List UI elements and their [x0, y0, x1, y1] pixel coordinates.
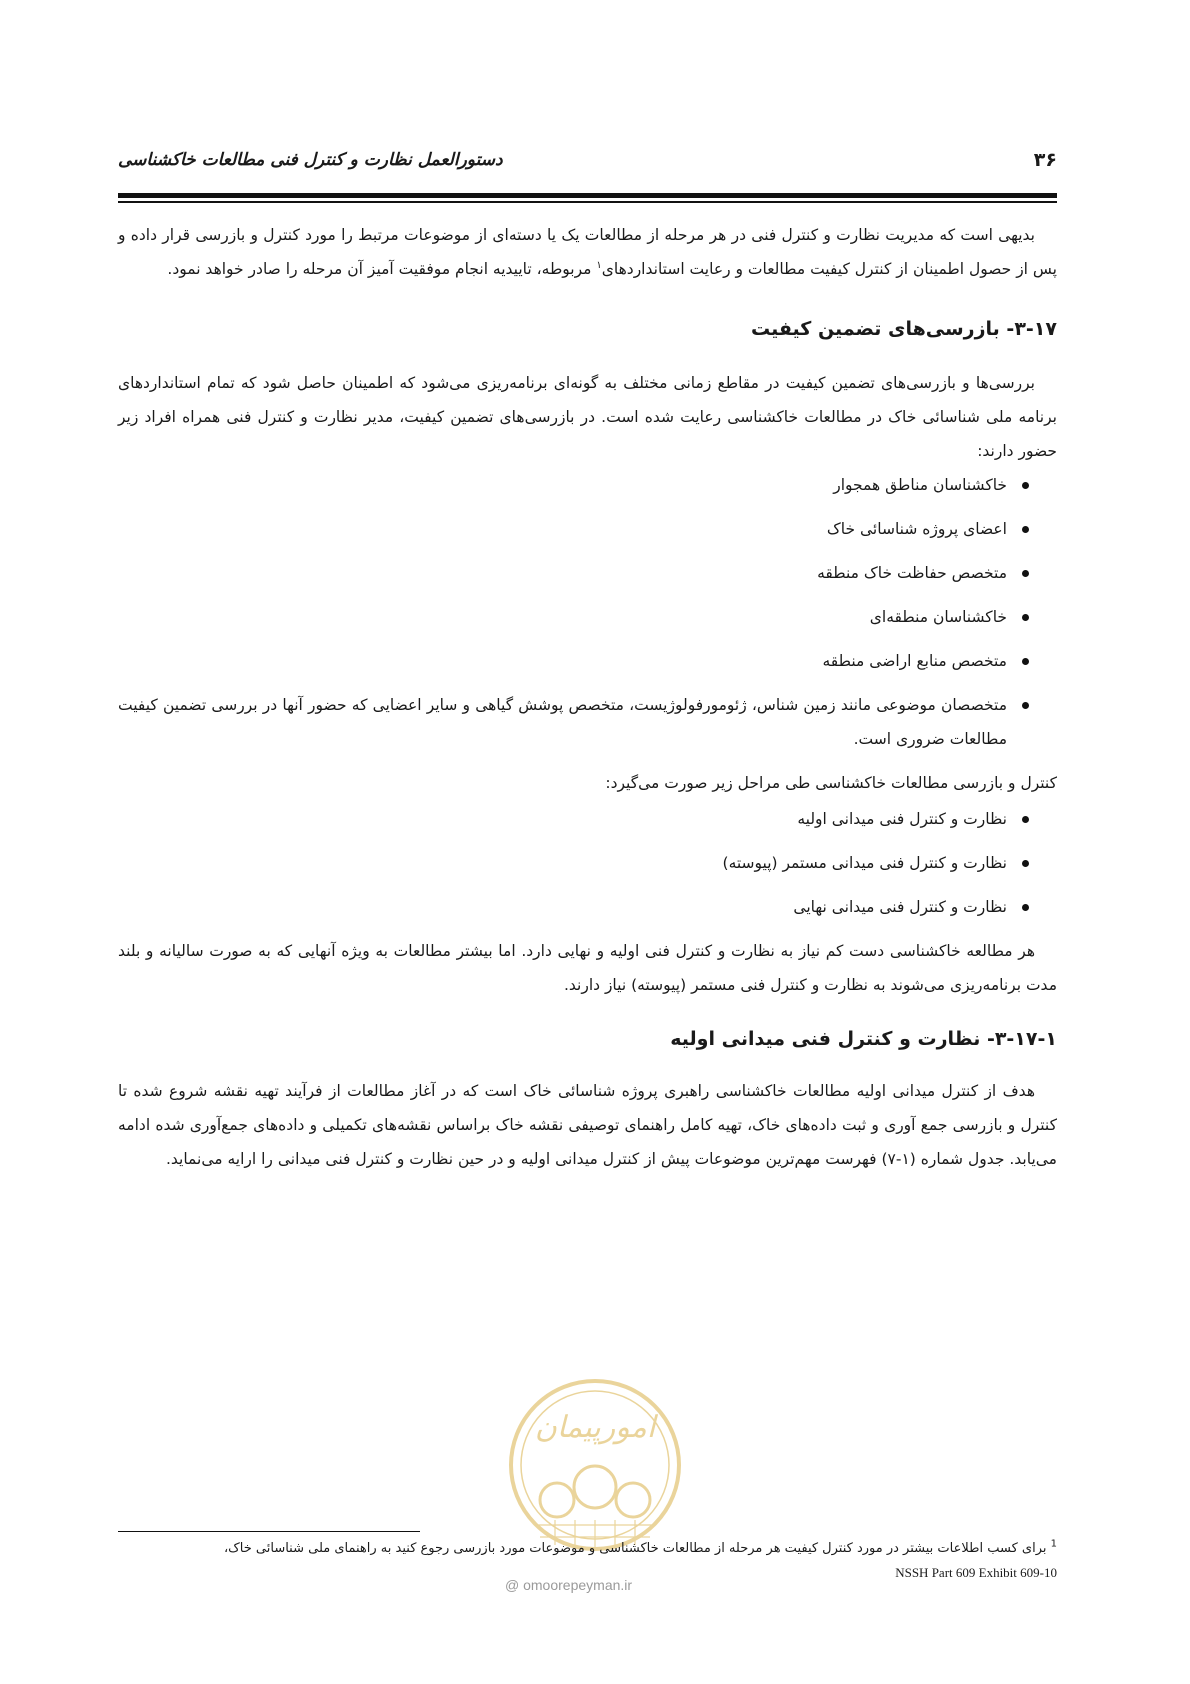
running-title: دستورالعمل نظارت و کنترل فنی مطالعات خاکشناسی — [118, 150, 503, 170]
footnote-reference: NSSH Part 609 Exhibit 609-10 — [895, 1565, 1057, 1580]
watermark-logo-text: امورپیمان — [534, 1410, 656, 1445]
list-item: نظارت و کنترل فنی میدانی مستمر (پیوسته) — [118, 846, 1031, 880]
list-item: نظارت و کنترل فنی میدانی نهایی — [118, 890, 1031, 924]
list-item: اعضای پروژه شناسائی خاک — [118, 512, 1031, 546]
stages-list — [118, 802, 1057, 924]
list-item: متخصصان موضوعی مانند زمین شناس، ژئومورفولوژیست، متخصص پوشش گیاهی و سایر اعضایی که حضور آنها در بررسی تضمین کیفیت مطالعات ضروری است. — [118, 688, 1031, 756]
section-paragraph: هدف از کنترل میدانی اولیه مطالعات خاکشناسی راهبری پروژه شناسائی خاک است که در آغاز مطالعات از فرآیند تهیه نقشه شروع شده تا کنترل و بازرسی جمع آوری و ثبت داده‌های خاک، تهیه کامل راهنمای توصیفی نقشه خاک براساس نقشه‌های تکمیلی و داده‌های جمع‌آوری شده ادامه می‌یابد. جدول شماره (۱-۷) فهرست مهم‌ترین موضوعات پیش از کنترل میدانی اولیه و در حین نظارت و کنترل فنی میدانی را ارایه می‌نماید. — [118, 1082, 1057, 1168]
section-paragraph: بررسی‌ها و بازرسی‌های تضمین کیفیت در مقاطع زمانی مختلف به گونه‌ای برنامه‌ریزی می‌شود که اطمینان حاصل شود که تمام استانداردهای برنامه ملی شناسائی خاک در مطالعات خاکشناسی رعایت شده است. در بازرسی‌های تضمین کیفیت، مدیر نظارت و کنترل فنی همراه افراد زیر حضور دارند: — [118, 374, 1057, 460]
list-item: خاکشناسان منطقه‌ای — [118, 600, 1031, 634]
footnote-marker: ۱ — [596, 259, 602, 271]
closing-paragraph: هر مطالعه خاکشناسی دست کم نیاز به نظارت و کنترل فنی اولیه و نهایی دارد. اما بیشتر مطالعات به ویژه آنهایی که به صورت سالیانه و بلند مدت برنامه‌ریزی می‌شوند به نظارت و کنترل فنی مستمر (پیوسته) نیاز دارند. — [118, 942, 1057, 994]
header-rule-thick — [118, 193, 1057, 198]
list-item: نظارت و کنترل فنی میدانی اولیه — [118, 802, 1031, 836]
header-rule-thin — [118, 201, 1057, 203]
footnote-text-line: $^1$ برای کسب اطلاعات بیشتر در مورد کنترل کیفیت هر مرحله از مطالعات خاکشناسی و موضوعات مورد بازرسی رجوع کنید به راهنمای ملی شناسائی خاک، — [223, 1538, 1057, 1556]
footnote-rule — [118, 1531, 420, 1532]
footnote-reference-line — [118, 1561, 1057, 1586]
list-item: خاکشناسان مناطق همجوار — [118, 468, 1031, 502]
list-item: متخصص حفاظت خاک منطقه — [118, 556, 1031, 590]
section-heading-quality-inspections: ۳-۱۷- بازرسی‌های تضمین کیفیت — [751, 318, 1057, 340]
footnote-mark: 1 — [1050, 1538, 1057, 1550]
page-number: ۳۶ — [1033, 149, 1057, 171]
footnote — [118, 1537, 1057, 1586]
list-item: متخصص منابع اراضی منطقه — [118, 644, 1031, 678]
intro-paragraph: بدیهی است که مدیریت نظارت و کنترل فنی در هر مرحله از مطالعات یک یا دسته‌ای از موضوعات مرتبط را مورد کنترل و بازرسی قرار داده و پس از حصول اطمینان از کنترل کیفیت مطالعات و رعایت استانداردهای$^۱$ مربوطه، تاییدیه انجام موفقیت آمیز آن مرحله را صادر خواهد نمود. — [118, 226, 1057, 278]
section-heading-initial-field-control: ۳-۱۷-۱- نظارت و کنترل فنی میدانی اولیه — [670, 1028, 1057, 1050]
watermark-logo — [495, 1375, 695, 1560]
stages-intro: کنترل و بازرسی مطالعات خاکشناسی طی مراحل زیر صورت می‌گیرد: — [605, 774, 1057, 792]
page-header — [118, 145, 1057, 175]
body-text — [118, 218, 1057, 1176]
attendees-list — [118, 468, 1057, 756]
watermark-site: @ omoorepeyman.ir — [505, 1577, 633, 1593]
